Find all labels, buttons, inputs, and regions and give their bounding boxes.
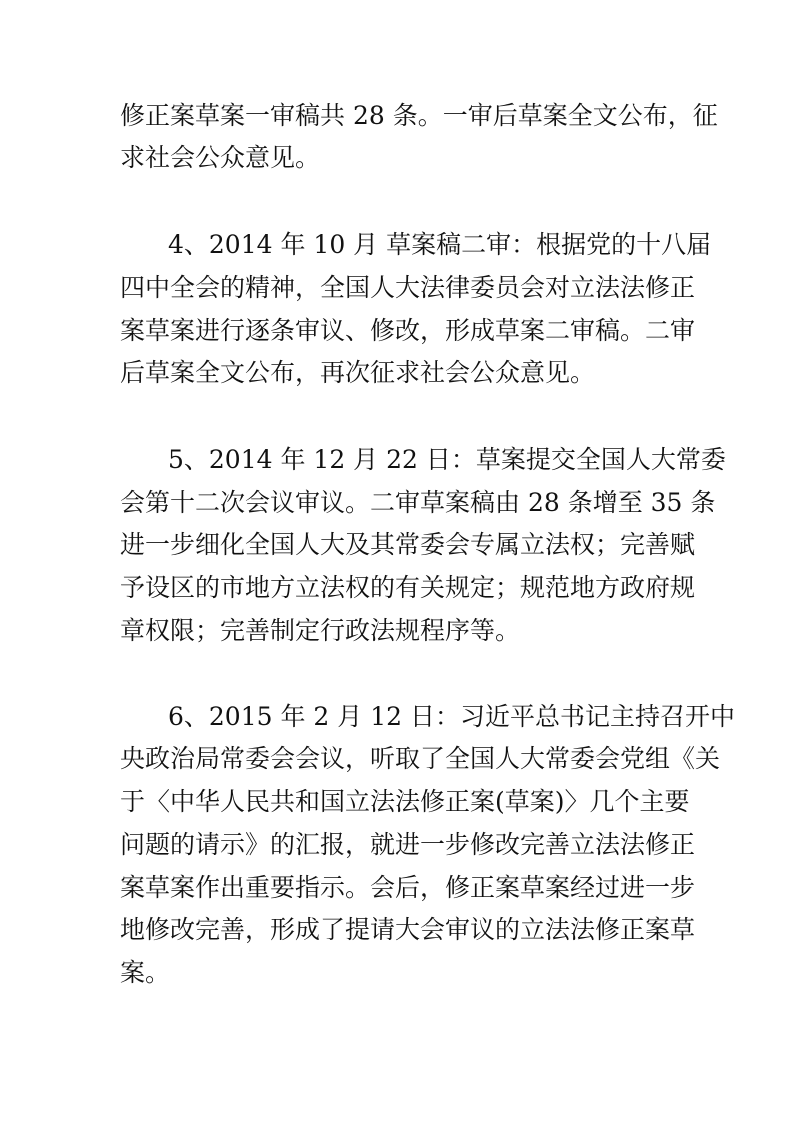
paragraph-6-line-5: 案草案作出重要指示。会后，修正案草案经过进一步 [120,873,696,902]
paragraph-4-line-3: 案草案进行逐条审议、修改，形成草案二审稿。二审 [120,316,696,345]
paragraph-5-line-2: 会第十二次会议审议。二审草案稿由 28 条增至 35 条 [120,488,716,517]
paragraph-6-line-2: 央政治局常委会会议，听取了全国人大常委会党组《关 [120,744,721,773]
paragraph-continuation-line-2: 求社会公众意见。 [120,143,321,172]
paragraph-4-line-1: 4、2014 年 10 月 草案稿二审：根据党的十八届 [168,230,712,259]
paragraph-6-line-1: 6、2015 年 2 月 12 日：习近平总书记主持召开中 [168,702,735,731]
paragraph-5-line-4: 予设区的市地方立法权的有关规定；规范地方政府规 [120,573,696,602]
paragraph-5-line-3: 进一步细化全国人大及其常委会专属立法权；完善赋 [120,530,696,559]
paragraph-6-line-3: 于〈中华人民共和国立法法修正案(草案)〉几个主要 [120,787,690,816]
paragraph-6-line-6: 地修改完善，形成了提请大会审议的立法法修正案草 [120,915,696,944]
paragraph-6-line-4: 问题的请示》的汇报，就进一步修改完善立法法修正 [120,830,696,859]
paragraph-6-line-7: 案。 [120,958,171,987]
paragraph-4-line-2: 四中全会的精神，全国人大法律委员会对立法法修正 [120,273,696,302]
paragraph-continuation-line-1: 修正案草案一审稿共 28 条。一审后草案全文公布，征 [120,101,718,130]
paragraph-4-line-4: 后草案全文公布，再次征求社会公众意见。 [120,358,596,387]
paragraph-5-line-1: 5、2014 年 12 月 22 日：草案提交全国人大常委 [168,445,726,474]
paragraph-5-line-5: 章权限；完善制定行政法规程序等。 [120,616,521,645]
